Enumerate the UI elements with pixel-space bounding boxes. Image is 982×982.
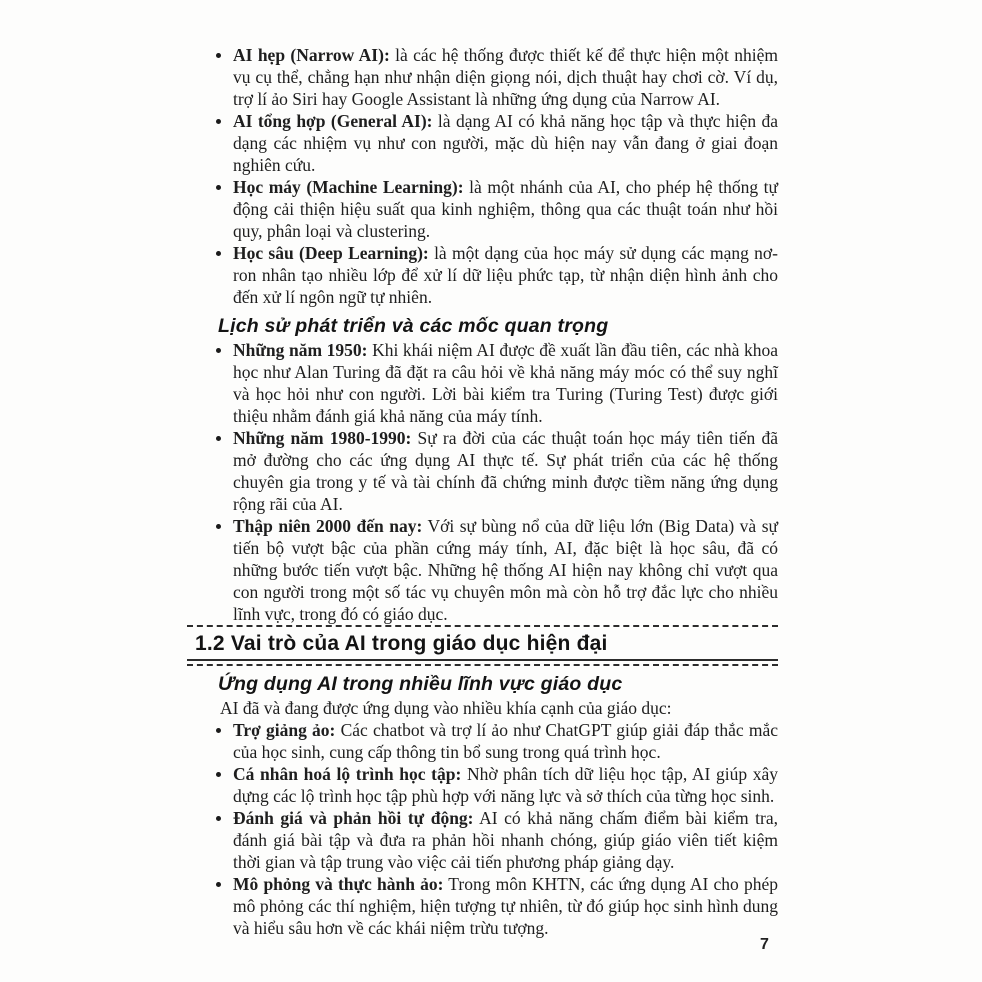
- list-item: [187, 807, 778, 873]
- bullet-term: Đánh giá và phản hồi tự động:: [233, 808, 474, 828]
- bullet-text: là dạng AI có khả năng học tập và thực hiện đa dạng các nhiệm vụ như con người, mặc dù hiện nay vẫn đang ở giai đoạn nghiên cứu.: [233, 111, 779, 175]
- bullet-term: Cá nhân hoá lộ trình học tập:: [233, 764, 462, 784]
- list-item: [187, 339, 778, 427]
- bullet-term: Thập niên 2000 đến nay:: [233, 516, 423, 536]
- bullet-text: là một dạng của học máy sử dụng các mạng nơ-ron nhân tạo nhiều lớp để xử lí dữ liệu phức tạp, từ nhận diện hình ảnh cho đến xử lí ngôn ngữ tự nhiên.: [233, 243, 778, 307]
- section-heading-block: [187, 625, 778, 666]
- list-item: [187, 873, 778, 939]
- bullet-text: Khi khái niệm AI được đề xuất lần đầu tiên, các nhà khoa học như Alan Turing đã đặt ra câu hỏi về khả năng máy móc có thể suy nghĩ và học hỏi như con người. Lời bài kiểm tra Turing (Turing Test) được giới thiệu nhằm đánh giá khả năng của máy tính.: [233, 340, 779, 426]
- list-item: [187, 719, 778, 763]
- list-item: [187, 763, 778, 807]
- bullet-text: là một nhánh của AI, cho phép hệ thống tự động cải thiện hiệu suất qua kinh nghiệm, thông qua các thuật toán như hồi quy, phân loại và clustering.: [233, 177, 779, 241]
- history-list: [187, 339, 778, 625]
- bullet-term: Những năm 1950:: [233, 340, 368, 360]
- list-item: [187, 176, 778, 242]
- bullet-text: Sự ra đời của các thuật toán học máy tiên tiến đã mở đường cho các ứng dụng AI thực tế. Sự phát triển của các hệ thống chuyên gia trong y tế và tài chính đã chứng minh được tiềm năng ứng dụng rộng rãi của AI.: [233, 428, 778, 514]
- bullet-text: Với sự bùng nổ của dữ liệu lớn (Big Data) và sự tiến bộ vượt bậc của phần cứng máy tính, AI, đặc biệt là học sâu, đã có những bước tiến vượt bậc. Những hệ thống AI hiện nay không chỉ vượt qua con người trong một số tác vụ chuyên môn mà còn hỗ trợ đắc lực cho nhiều lĩnh vực, trong đó có giáo dục.: [233, 516, 778, 624]
- list-item: [187, 242, 778, 308]
- subheading-applications: Ứng dụng AI trong nhiều lĩnh vực giáo dục: [218, 673, 623, 695]
- bullet-text: là các hệ thống được thiết kế để thực hiện một nhiệm vụ cụ thể, chẳng hạn như nhận diện giọng nói, dịch thuật hay chơi cờ. Ví dụ, trợ lí ảo Siri hay Google Assistant là những ứng dụng của Narrow AI.: [233, 45, 778, 109]
- bullet-text: Trong môn KHTN, các ứng dụng AI cho phép mô phỏng các thí nghiệm, hiện tượng tự nhiên, từ đó giúp học sinh hình dung và hiểu sâu hơn về các khái niệm trừu tượng.: [233, 874, 778, 938]
- page-content: [187, 44, 778, 939]
- list-item: [187, 44, 778, 110]
- bullet-term: Mô phỏng và thực hành ảo:: [233, 874, 444, 894]
- section-heading: 1.2 Vai trò của AI trong giáo dục hiện đại: [187, 627, 778, 661]
- bullet-term: AI tổng hợp (General AI):: [233, 111, 433, 131]
- bullet-term: Học máy (Machine Learning):: [233, 177, 464, 197]
- bullet-text: Nhờ phân tích dữ liệu học tập, AI giúp xây dựng các lộ trình học tập phù hợp với năng lực và sở thích của từng học sinh.: [233, 764, 778, 806]
- ai-types-list: [187, 44, 778, 308]
- bullet-term: Những năm 1980-1990:: [233, 428, 412, 448]
- bullet-text: AI có khả năng chấm điểm bài kiểm tra, đánh giá bài tập và đưa ra phản hồi nhanh chóng, giúp giáo viên tiết kiệm thời gian và tập trung vào việc cải tiến phương pháp giảng dạy.: [233, 808, 778, 872]
- intro-paragraph: AI đã và đang được ứng dụng vào nhiều khía cạnh của giáo dục:: [220, 698, 672, 718]
- bullet-term: Học sâu (Deep Learning):: [233, 243, 429, 263]
- bullet-term: AI hẹp (Narrow AI):: [233, 45, 390, 65]
- page-number: 7: [760, 936, 769, 953]
- dashed-rule: [187, 661, 778, 666]
- list-item: [187, 110, 778, 176]
- bullet-text: Các chatbot và trợ lí ảo như ChatGPT giúp giải đáp thắc mắc của học sinh, cung cấp thông tin bổ sung trong quá trình học.: [233, 720, 778, 762]
- applications-list: [187, 719, 778, 939]
- list-item: [187, 515, 778, 625]
- list-item: [187, 427, 778, 515]
- bullet-term: Trợ giảng ảo:: [233, 720, 336, 740]
- subheading-history: Lịch sử phát triển và các mốc quan trọng: [218, 315, 609, 337]
